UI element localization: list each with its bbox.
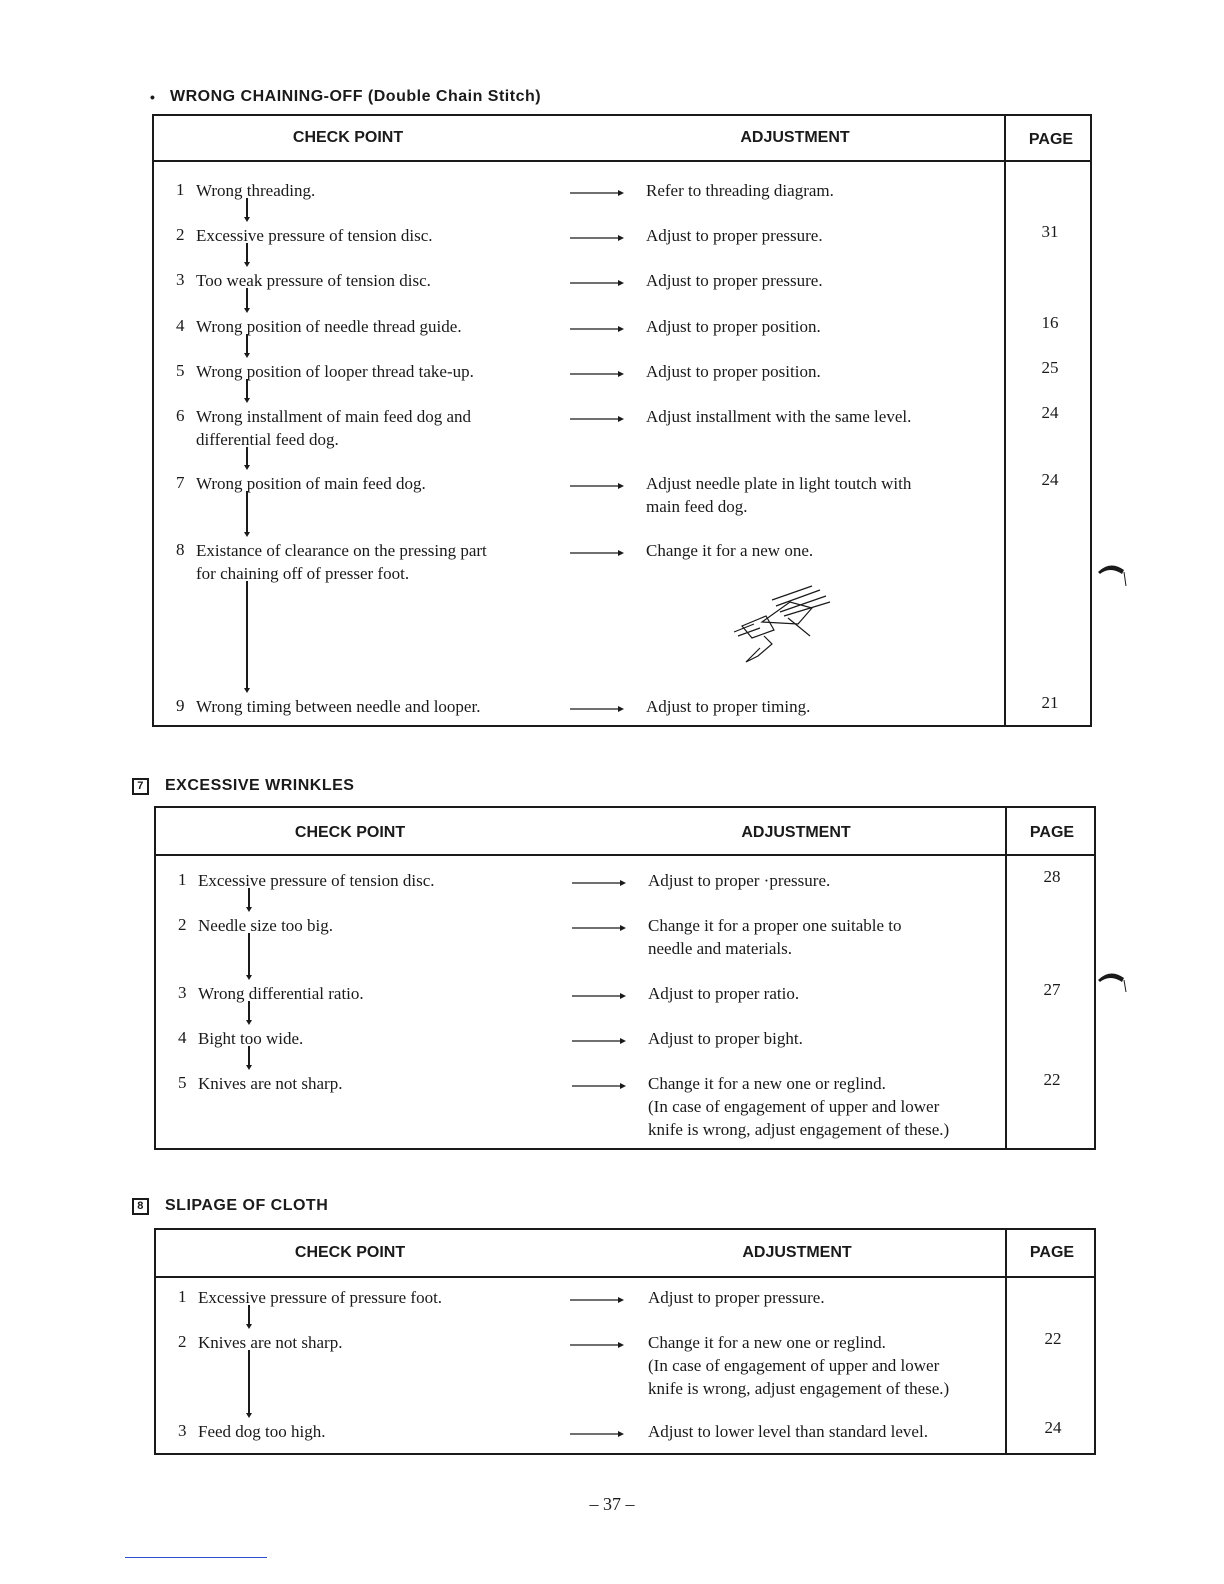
bullet: • xyxy=(150,89,156,105)
check-point-text: Knives are not sharp. xyxy=(198,1074,343,1093)
footer-rule xyxy=(125,1557,267,1558)
troubleshooting-table-slipage-of-cloth xyxy=(154,1228,1096,1455)
adjustment-text: (In case of engagement of upper and lower xyxy=(648,1356,940,1375)
row-number: 1 xyxy=(178,1287,187,1306)
check-point-text: Wrong installment of main feed dog and xyxy=(196,407,472,426)
adjustment-text: Change it for a new one or reglind. xyxy=(648,1333,886,1352)
down-arrow-icon xyxy=(242,243,252,272)
presser-foot-illustration xyxy=(702,578,842,678)
page-column-divider xyxy=(1005,1230,1007,1453)
row-number: 1 xyxy=(176,180,185,199)
row-number: 2 xyxy=(178,915,187,934)
troubleshooting-table-excessive-wrinkles xyxy=(154,806,1096,1150)
page-column-divider xyxy=(1004,116,1006,725)
down-arrow-icon xyxy=(244,888,254,917)
adjustment-text: Adjust to lower level than standard level. xyxy=(648,1422,928,1441)
page-reference: 24 xyxy=(1041,403,1059,422)
adjustment-text: Adjust needle plate in light toutch with xyxy=(646,474,912,493)
adjustment-text: Adjust to proper ratio. xyxy=(648,984,800,1003)
section-number-box: 8 xyxy=(132,1198,149,1215)
page-column-divider xyxy=(1005,808,1007,1148)
down-arrow-icon xyxy=(242,447,252,475)
table-header xyxy=(156,808,1094,856)
section-title: SLIPAGE OF CLOTH xyxy=(165,1197,329,1214)
section-heading-wrong-chaining-off xyxy=(150,88,541,106)
header-adjustment: ADJUSTMENT xyxy=(742,1244,852,1261)
adjustment-text: Adjust to proper pressure. xyxy=(648,1288,825,1307)
header-page: PAGE xyxy=(1029,1244,1075,1261)
right-arrow-icon xyxy=(570,366,624,380)
right-arrow-icon xyxy=(572,1033,626,1047)
right-arrow-icon xyxy=(570,701,624,715)
check-point-text: Wrong timing between needle and looper. xyxy=(196,697,481,716)
adjustment-text: Adjust to proper timing. xyxy=(646,697,811,716)
header-page: PAGE xyxy=(1028,131,1074,148)
check-point-text: Bight too wide. xyxy=(198,1029,304,1048)
row-number: 4 xyxy=(178,1028,187,1047)
check-point-text: Wrong position of needle thread guide. xyxy=(196,317,462,336)
adjustment-text: Refer to threading diagram. xyxy=(646,181,834,200)
adjustment-text: Change it for a new one or reglind. xyxy=(648,1074,886,1093)
row-number: 3 xyxy=(178,983,187,1002)
down-arrow-icon xyxy=(242,491,252,542)
check-point-text: Wrong position of looper thread take-up. xyxy=(196,362,474,381)
check-point-text: differential feed dog. xyxy=(196,430,339,449)
adjustment-text: Change it for a proper one suitable to xyxy=(648,916,902,935)
row-number: 1 xyxy=(178,870,187,889)
long-down-arrow-icon xyxy=(242,581,252,698)
section-heading-slipage-of-cloth xyxy=(132,1197,328,1215)
right-arrow-icon xyxy=(570,1426,624,1440)
binding-mark-icon xyxy=(1096,560,1128,586)
page-reference: 22 xyxy=(1043,1070,1061,1089)
row-number: 4 xyxy=(176,316,185,335)
page-reference: 24 xyxy=(1044,1418,1062,1437)
right-arrow-icon xyxy=(572,920,626,934)
check-point-text: Too weak pressure of tension disc. xyxy=(196,271,431,290)
check-point-text: Wrong position of main feed dog. xyxy=(196,474,426,493)
right-arrow-icon xyxy=(570,185,624,199)
adjustment-text: knife is wrong, adjust engagement of these.) xyxy=(648,1120,950,1139)
adjustment-text: (In case of engagement of upper and lower xyxy=(648,1097,940,1116)
adjustment-text: needle and materials. xyxy=(648,939,792,958)
header-check-point: CHECK POINT xyxy=(292,129,404,146)
right-arrow-icon xyxy=(570,1292,624,1306)
check-point-text: Needle size too big. xyxy=(198,916,334,935)
adjustment-text: main feed dog. xyxy=(646,497,748,516)
row-number: 9 xyxy=(176,696,185,715)
row-number: 5 xyxy=(178,1073,187,1092)
page-reference: 22 xyxy=(1044,1329,1062,1348)
right-arrow-icon xyxy=(570,545,624,559)
row-number: 8 xyxy=(176,540,185,559)
page-reference: 27 xyxy=(1043,980,1061,999)
row-number: 3 xyxy=(178,1421,187,1440)
right-arrow-icon xyxy=(570,478,624,492)
check-point-text: Wrong differential ratio. xyxy=(198,984,364,1003)
page-reference: 24 xyxy=(1041,470,1059,489)
adjustment-text: Adjust to proper pressure. xyxy=(646,226,823,245)
row-number: 2 xyxy=(176,225,185,244)
right-arrow-icon xyxy=(570,411,624,425)
down-arrow-icon xyxy=(244,1046,254,1075)
section-title: WRONG CHAINING-OFF (Double Chain Stitch) xyxy=(170,88,542,105)
right-arrow-icon xyxy=(570,321,624,335)
right-arrow-icon xyxy=(570,1337,624,1351)
page-reference: 28 xyxy=(1043,867,1061,886)
down-arrow-icon xyxy=(242,379,252,408)
row-number: 7 xyxy=(176,473,185,492)
adjustment-text: Change it for a new one. xyxy=(646,541,814,560)
page-number: – 37 – xyxy=(589,1494,635,1514)
check-point-text: Wrong threading. xyxy=(196,181,316,200)
down-arrow-icon xyxy=(242,334,252,363)
check-point-text: Knives are not sharp. xyxy=(198,1333,343,1352)
header-check-point: CHECK POINT xyxy=(294,824,406,841)
binding-mark-icon xyxy=(1096,968,1128,994)
right-arrow-icon xyxy=(572,988,626,1002)
check-point-text: for chaining off of presser foot. xyxy=(196,564,410,583)
long-down-arrow-icon xyxy=(244,933,254,985)
right-arrow-icon xyxy=(572,875,626,889)
page-reference: 31 xyxy=(1041,222,1059,241)
section-number-box: 7 xyxy=(132,778,149,795)
row-number: 2 xyxy=(178,1332,187,1351)
adjustment-text: Adjust to proper pressure. xyxy=(646,271,823,290)
adjustment-text: Adjust to proper ·pressure. xyxy=(648,871,831,890)
long-down-arrow-icon xyxy=(244,1350,254,1423)
check-point-text: Excessive pressure of pressure foot. xyxy=(198,1288,443,1307)
adjustment-text: Adjust to proper position. xyxy=(646,362,821,381)
check-point-text: Excessive pressure of tension disc. xyxy=(196,226,433,245)
table-header xyxy=(154,116,1090,162)
header-page: PAGE xyxy=(1029,824,1075,841)
right-arrow-icon xyxy=(570,230,624,244)
down-arrow-icon xyxy=(244,1001,254,1030)
page-reference: 21 xyxy=(1041,693,1059,712)
adjustment-text: knife is wrong, adjust engagement of these.) xyxy=(648,1379,950,1398)
page-reference: 25 xyxy=(1041,358,1059,377)
table-header xyxy=(156,1230,1094,1278)
header-adjustment: ADJUSTMENT xyxy=(741,824,851,841)
row-number: 5 xyxy=(176,361,185,380)
adjustment-text: Adjust to proper position. xyxy=(646,317,821,336)
row-number: 6 xyxy=(176,406,185,425)
check-point-text: Existance of clearance on the pressing part xyxy=(196,541,487,560)
down-arrow-icon xyxy=(242,288,252,318)
down-arrow-icon xyxy=(242,198,252,227)
header-check-point: CHECK POINT xyxy=(294,1244,406,1261)
header-adjustment: ADJUSTMENT xyxy=(740,129,850,146)
adjustment-text: Adjust installment with the same level. xyxy=(646,407,912,426)
section-title: EXCESSIVE WRINKLES xyxy=(165,777,355,794)
troubleshooting-table-chaining-off xyxy=(152,114,1092,727)
page-reference: 16 xyxy=(1041,313,1059,332)
right-arrow-icon xyxy=(570,275,624,289)
check-point-text: Feed dog too high. xyxy=(198,1422,326,1441)
check-point-text: Excessive pressure of tension disc. xyxy=(198,871,435,890)
section-heading-excessive-wrinkles xyxy=(132,777,354,795)
adjustment-text: Adjust to proper bight. xyxy=(648,1029,803,1048)
down-arrow-icon xyxy=(244,1305,254,1334)
right-arrow-icon xyxy=(572,1078,626,1092)
row-number: 3 xyxy=(176,270,185,289)
